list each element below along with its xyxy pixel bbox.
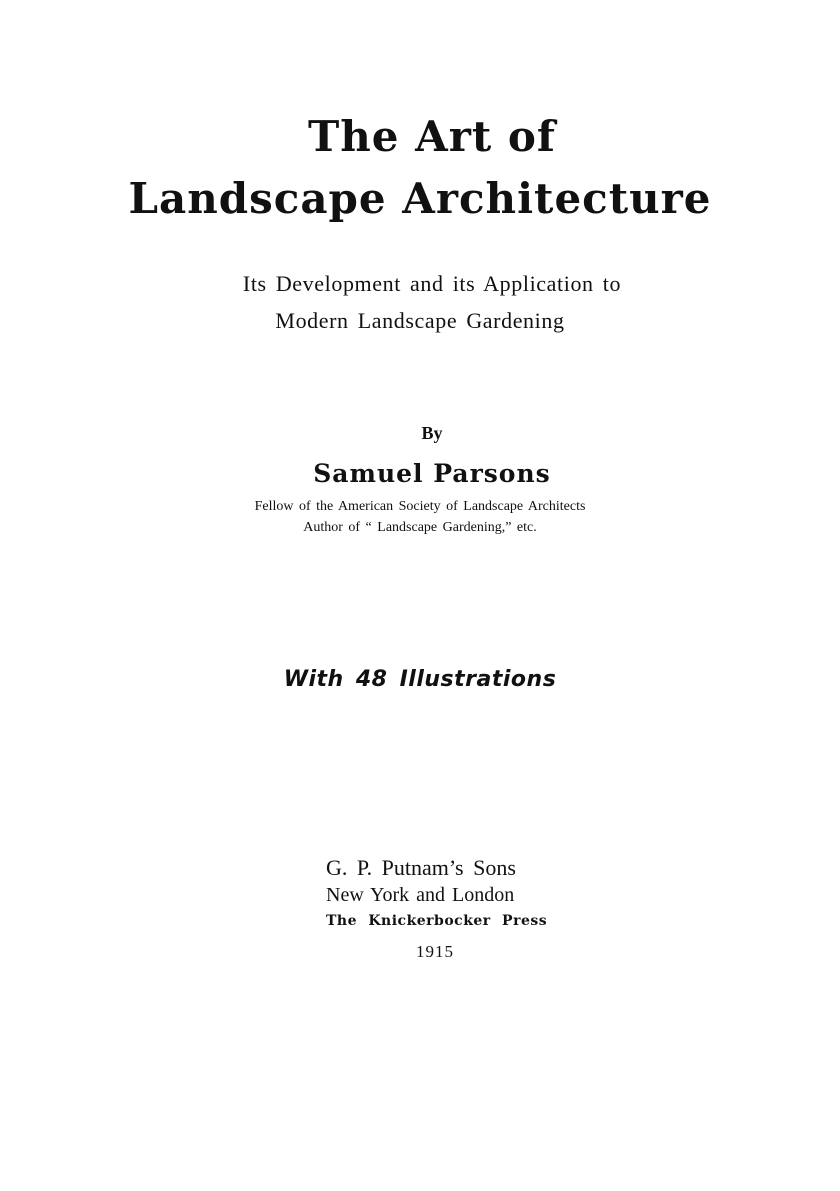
author-credential-1: Fellow of the American Society of Landscape Architects	[254, 499, 586, 514]
book-title-line-2: Landscape Architecture	[128, 174, 712, 223]
author-credential-2: Author of “ Landscape Gardening,” etc.	[303, 520, 537, 535]
publisher-cities: New York and London	[326, 884, 515, 906]
author-name: Samuel Parsons	[313, 459, 551, 488]
book-title-line-1: The Art of	[308, 112, 556, 161]
publication-year: 1915	[416, 942, 454, 961]
subtitle-line-2: Modern Landscape Gardening	[275, 308, 565, 333]
illustrations-note: With 48 Illustrations	[283, 667, 557, 692]
publisher-press: The Knickerbocker Press	[326, 913, 548, 929]
publisher-name: G. P. Putnam’s Sons	[326, 855, 516, 880]
subtitle-line-1: Its Development and its Application to	[242, 271, 622, 296]
by-label: By	[421, 423, 443, 443]
